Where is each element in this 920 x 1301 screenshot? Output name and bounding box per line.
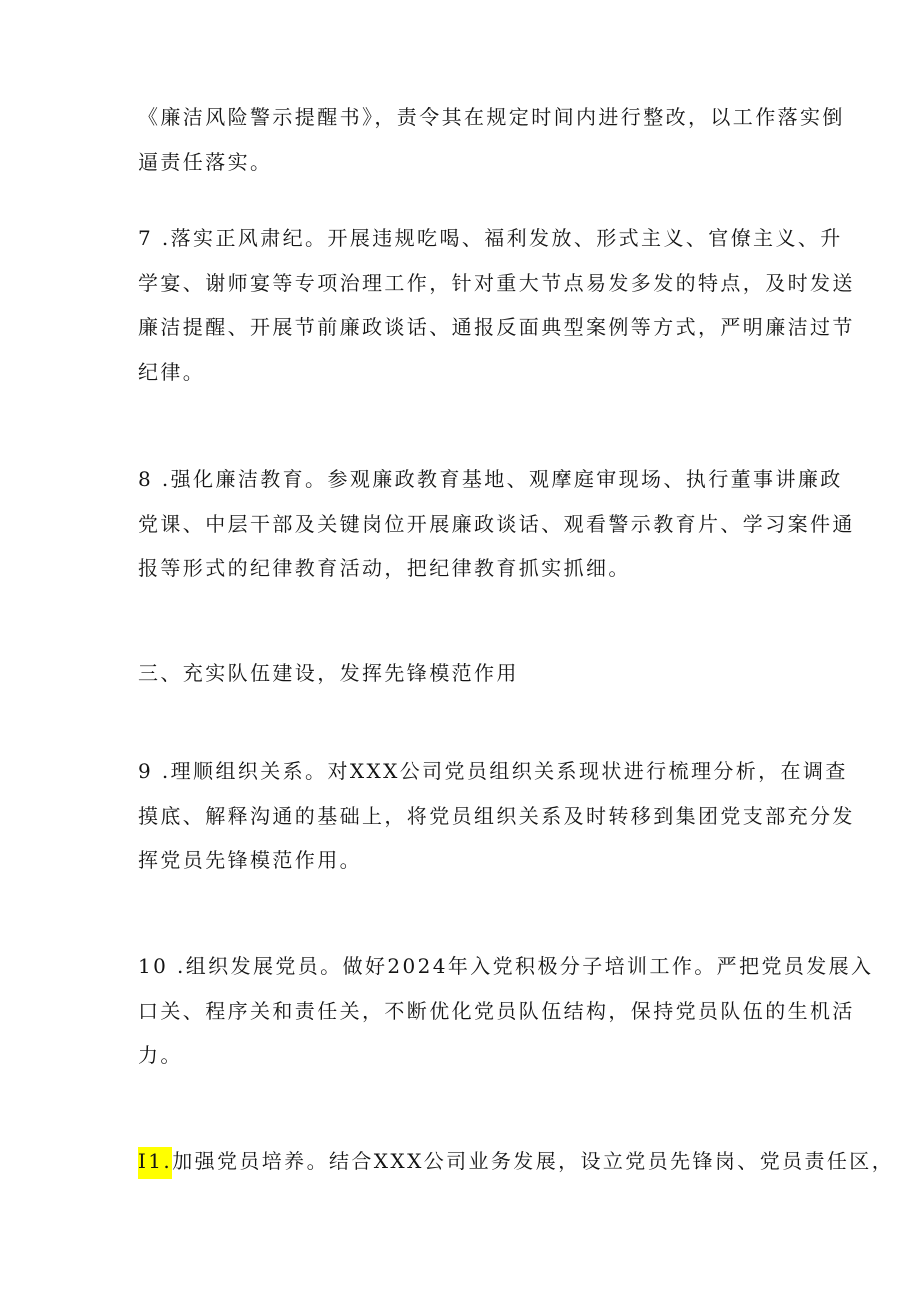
text-line: 10 .组织发展党员。做好2024年入党积极分子培训工作。严把党员发展入 (138, 954, 874, 978)
text-line (138, 1139, 895, 1184)
heading-text: 三、充实队伍建设，发挥先锋模范作用 (138, 661, 519, 685)
text-line: 《廉洁风险警示提醒书》，责令其在规定时间内进行整改，以工作落实倒 (138, 105, 845, 129)
paragraph-item-10 (138, 944, 874, 1078)
section-heading-3 (138, 651, 798, 696)
text-line: 摸底、解释沟通的基础上，将党员组织关系及时转移到集团党支部充分发 (138, 803, 855, 828)
paragraph-item-11 (138, 1139, 895, 1184)
text-line: 挥党员先锋模范作用。 (138, 848, 362, 872)
paragraph-item-8 (138, 457, 855, 591)
text-line: 口关、程序关和责任关，不断优化党员队伍结构，保持党员队伍的生机活 (138, 998, 855, 1023)
text-line: 力。 (138, 1043, 183, 1067)
text-line: 报等形式的纪律教育活动，把纪律教育抓实抓细。 (138, 556, 631, 580)
text-line: 学宴、谢师宴等专项治理工作，针对重大节点易发多发的特点，及时发送 (138, 270, 855, 295)
paragraph-continuation (138, 95, 845, 184)
text-line: 纪律。 (138, 359, 206, 384)
text-line: 7 .落实正风肃纪。开展违规吃喝、福利发放、形式主义、官僚主义、升 (138, 226, 843, 250)
paragraph-item-7 (138, 216, 855, 394)
text-line: 逼责任落实。 (138, 149, 273, 174)
text-segment: 加强党员培养。结合XXX公司业务发展，设立党员先锋岗、党员责任区， (172, 1149, 895, 1173)
text-line: 廉洁提醒、开展节前廉政谈话、通报反面典型案例等方式，严明廉洁过节 (138, 315, 855, 339)
text-line: 9 .理顺组织关系。对XXX公司党员组织关系现状进行梳理分析，在调查 (138, 759, 848, 783)
highlighted-number: I1. (138, 1147, 172, 1179)
text-line: 8 .强化廉洁教育。参观廉政教育基地、观摩庭审现场、执行董事讲廉政 (138, 467, 843, 491)
text-line: 党课、中层干部及关键岗位开展廉政谈话、观看警示教育片、学习案件通 (138, 511, 855, 536)
paragraph-item-9 (138, 749, 855, 883)
